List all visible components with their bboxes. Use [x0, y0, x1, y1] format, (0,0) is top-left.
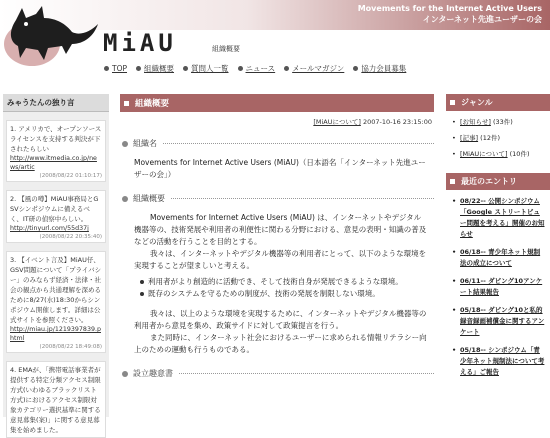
feed-text: 2. 【風の噂】MiAU事務局とGSVシンポジウムに備えるべく、IT研の偵察中らしい。 — [10, 195, 99, 223]
nav-label: 協力会員募集 — [361, 64, 407, 73]
nav-members[interactable] — [183, 63, 229, 74]
genre-list — [446, 111, 550, 167]
entry-meta — [120, 117, 434, 126]
feed-text: 3. 【イベント言及】MiAU仔、GSV問題について「プライバシー」のみならず経済・法律・社会の観点から共通理解を深めるために8/27(水)18:30からシンポジウム開催します。詳細は公式サイトを参照ください。 — [10, 256, 102, 324]
nav-label: ニュース — [245, 64, 276, 73]
bullet-icon — [353, 66, 358, 71]
entries-title — [446, 173, 550, 190]
entries-title-text: 最近のエントリ — [461, 177, 517, 186]
feed-link[interactable]: http://tinyurl.com/55d37j — [10, 225, 89, 232]
nav-mailmagazine[interactable] — [284, 63, 344, 74]
divider — [163, 143, 434, 144]
recent-entries — [446, 190, 550, 387]
bullet-icon — [104, 66, 109, 71]
nav-news[interactable] — [238, 63, 276, 74]
entry-link[interactable]: • 05/18-- ダビング10と私的録音録画補償金に関するアンケート — [452, 305, 546, 338]
main-content — [120, 94, 434, 417]
genre-title-text: ジャンル — [461, 98, 493, 107]
feed-item — [6, 190, 106, 243]
feed-text: 4. EMAが、「携帯電話事業者が提供する特定分類アクセス制限方式(いわゆるブラックリスト方式)におけるアクセス制限対象カテゴリー選択基準に関する意見募集(案)」に関する意見募集を始めました。 — [10, 366, 101, 434]
section-heading — [120, 368, 434, 379]
genre-count: (10件) — [509, 150, 530, 158]
paragraph: 我々は、インターネットやデジタル機器等の利用者にとって、以下のような環境を実現することが望ましいと考える。 — [134, 249, 427, 270]
entry-link[interactable]: • 08/22-- 公開シンポジウム「Google ストリートビュー問題を考える」開催のお知らせ — [452, 196, 546, 240]
site-header — [0, 0, 550, 78]
category-link[interactable]: [MiAUについて] — [313, 118, 361, 126]
feed-date: (2008/08/22 18:49:08) — [39, 344, 102, 350]
genre-link[interactable]: [お知らせ] — [460, 118, 491, 126]
genre-item[interactable] — [452, 133, 546, 143]
feed-text: 1. アメリカで、オープンソースライセンスを支持する判決が下されたらしい — [10, 125, 102, 153]
bullet-icon — [238, 66, 243, 71]
cat-logo-icon[interactable] — [2, 2, 102, 70]
section-heading — [120, 193, 434, 204]
nav-top[interactable] — [104, 63, 127, 74]
org-name — [358, 3, 542, 25]
feed-link[interactable]: http://www.itmedia.co.jp/news/artic — [10, 155, 97, 171]
bullet-icon — [136, 66, 141, 71]
section-title: 組織概要 — [133, 194, 165, 203]
feed-date: (2008/08/22 01:10:17) — [39, 173, 102, 179]
genre-title — [446, 94, 550, 111]
org-name-en: Movements for the Internet Active Users — [357, 4, 542, 13]
square-icon — [124, 101, 129, 106]
entry-link[interactable]: • 06/18-- 青少年ネット規制法の成立について — [452, 247, 546, 269]
main-nav — [104, 63, 415, 74]
genre-count: (33件) — [492, 118, 513, 126]
genre-item[interactable] — [452, 149, 546, 159]
feed-date: (2008/08/22 20:35:40) — [39, 234, 102, 240]
nav-label: メールマガジン — [292, 64, 345, 73]
square-icon — [450, 100, 455, 105]
feed-item — [6, 251, 106, 353]
nav-about[interactable] — [136, 63, 174, 74]
site-logo[interactable]: MiAU — [103, 29, 177, 57]
feed-link[interactable]: http://miau.jp/1219397839.phtml — [10, 326, 101, 342]
paragraph: Movements for Internet Active Users (MiAU)（日本語名「インターネット先進ユーザーの会」） — [134, 158, 426, 179]
section-title: 設立趣意書 — [133, 369, 173, 378]
paragraph: 我々は、以上のような環境を実現するために、インターネットやデジタル機器等の利用者から意見を集め、政策サイドに対して政策提言を行う。 — [134, 309, 427, 330]
nav-label: 組織概要 — [144, 64, 175, 73]
list-item: 利用者がより創造的に活動でき、そして技術自身が発展できるような環境。 — [140, 276, 434, 288]
org-name-ja: インターネット先進ユーザーの会 — [422, 15, 542, 24]
entry-date: 2007-10-16 23:15:00 — [362, 118, 432, 126]
section-title: 組織名 — [133, 139, 157, 148]
genre-link[interactable]: [MiAUについて] — [460, 150, 508, 158]
genre-item[interactable] — [452, 117, 546, 127]
genre-count: (12件) — [480, 134, 500, 142]
divider — [171, 198, 434, 199]
list-item: 既存のシステムを守るための制度が、技術の発展を制限しない環境。 — [140, 288, 434, 300]
bullet-icon — [122, 371, 128, 377]
left-sidebar — [3, 94, 109, 434]
entry-link[interactable]: • 06/11-- ダビング10アンケート結果報告 — [452, 276, 546, 298]
nav-label: TOP — [112, 64, 128, 73]
divider — [179, 373, 434, 374]
entry-link[interactable]: • 05/18-- シンポジウム「青少年ネット規制法について考える」ご報告 — [452, 345, 546, 378]
page-title — [120, 94, 434, 112]
nav-label: 質問人一覧 — [191, 64, 229, 73]
nav-recruit[interactable] — [353, 63, 406, 74]
sidebar-title: みゃうたんの独り言 — [3, 94, 109, 112]
page-title-text: 組織概要 — [135, 99, 170, 109]
bullet-icon — [183, 66, 188, 71]
paragraph: また同時に、インターネット社会におけるユーザーに求められる情報リテラシー向上のための運動も行うものである。 — [134, 333, 427, 354]
square-icon — [450, 179, 455, 184]
bullet-icon — [122, 141, 128, 147]
feed-item — [6, 361, 106, 438]
logo-subtitle: 組織概要 — [212, 45, 240, 53]
principle-list — [120, 276, 434, 300]
bullet-icon — [284, 66, 289, 71]
right-sidebar — [446, 94, 550, 417]
paragraph: Movements for Internet Active Users (MiAU) は、インターネットやデジタル機器等の、技術発展や利用者の利便性に関わる分野における、意見の表明・知識の普及などの活動を行うことを目的とする。 — [134, 213, 427, 246]
bullet-icon — [122, 196, 128, 202]
section-heading — [120, 138, 434, 149]
genre-link[interactable]: [記事] — [460, 134, 479, 142]
feed-item — [6, 120, 106, 182]
